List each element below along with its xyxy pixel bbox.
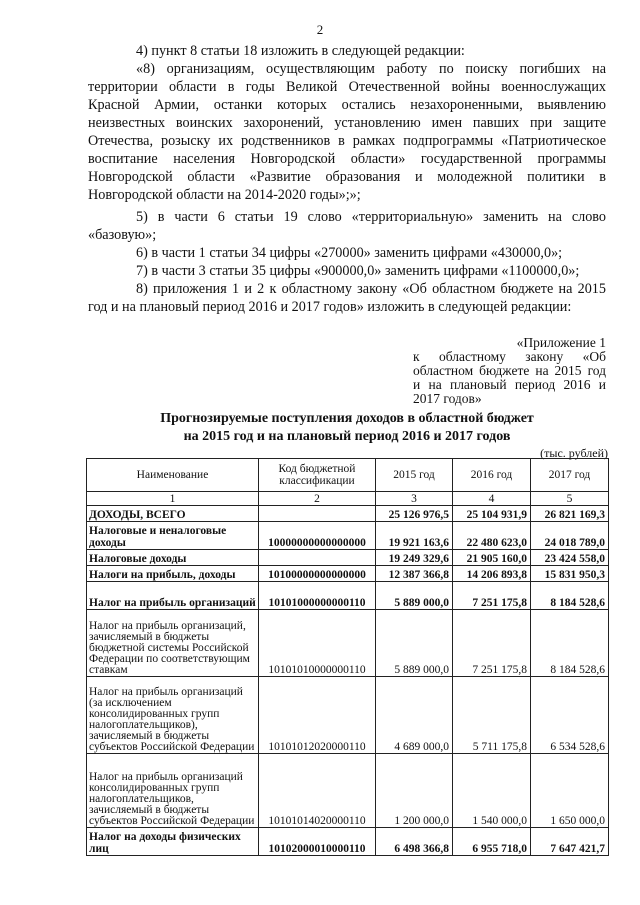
row-2015: 5 889 000,0 <box>376 582 453 610</box>
row-2016: 7 251 175,8 <box>453 582 531 610</box>
row-2015: 5 889 000,0 <box>376 610 453 677</box>
table-row <box>87 582 609 610</box>
row-2016: 1 540 000,0 <box>453 754 531 828</box>
table-title-line2: на 2015 год и на плановый период 2016 и 2017 годов <box>183 429 511 444</box>
row-2015: 1 200 000,0 <box>376 754 453 828</box>
row-code: 10100000000000000 <box>259 566 376 582</box>
row-code <box>259 550 376 566</box>
row-2016: 22 480 623,0 <box>453 522 531 550</box>
row-code: 10102000010000110 <box>259 828 376 856</box>
row-2017: 8 184 528,6 <box>531 610 609 677</box>
row-code: 10101010000000110 <box>259 610 376 677</box>
row-2015: 4 689 000,0 <box>376 677 453 754</box>
row-2017: 15 831 950,3 <box>531 566 609 582</box>
row-name: ДОХОДЫ, ВСЕГО <box>87 506 259 522</box>
revenue-table <box>86 458 609 856</box>
row-name: Налог на прибыль организаций <box>87 582 259 610</box>
item-8-paragraph: 8) приложения 1 и 2 к областному закону «Об областном бюджете на 2015 год и на плановый период 2016 и 2017 годов» изложить в следующей редакции: <box>88 281 606 315</box>
row-2017: 1 650 000,0 <box>531 754 609 828</box>
table-row <box>87 677 609 754</box>
row-name: Налоговые и неналоговые доходы <box>87 522 259 550</box>
row-2017: 24 018 789,0 <box>531 522 609 550</box>
row-code: 10101014020000110 <box>259 754 376 828</box>
col-number: 4 <box>453 492 531 506</box>
units-label: (тыс. рублей) <box>540 446 608 460</box>
row-2017: 6 534 528,6 <box>531 677 609 754</box>
column-number-row <box>87 492 609 506</box>
row-name: Налог на прибыль организаций (за исключением консолидированных групп налогоплательщиков), зачисляемый в бюджеты субъектов Российской Федерации <box>87 677 259 754</box>
item-4-body-paragraph: «8) организациям, осуществляющим работу по поиску погибших на территории области в годы Великой Отечественной войны военнослужащих Красной Армии, останки которых остались незахороненными, выявлению неизвестных воинских захоронений, установлению имен павших при защите Отечества, розыску их родственников в рамках подпрограммы «Патриотическое воспитание населения Новгородской области» государственной программы Новгородской области «Развитие образования и молодежной политики в Новгородской области на 2014-2020 годы»;»; <box>88 61 606 203</box>
appendix-note <box>413 336 606 406</box>
col-number: 2 <box>259 492 376 506</box>
table-row <box>87 828 609 856</box>
row-2016: 7 251 175,8 <box>453 610 531 677</box>
col-number: 1 <box>87 492 259 506</box>
table-row <box>87 506 609 522</box>
row-name: Налог на доходы физических лиц <box>87 828 259 856</box>
row-code: 10101000000000110 <box>259 582 376 610</box>
row-code: 10101012020000110 <box>259 677 376 754</box>
table-row <box>87 566 609 582</box>
header-2017: 2017 год <box>531 459 609 492</box>
item-6-paragraph: 6) в части 1 статьи 34 цифры «270000» заменить цифрами «430000,0»; <box>136 245 563 261</box>
table-row <box>87 522 609 550</box>
row-code <box>259 506 376 522</box>
row-2015: 25 126 976,5 <box>376 506 453 522</box>
row-2017: 26 821 169,3 <box>531 506 609 522</box>
row-2016: 6 955 718,0 <box>453 828 531 856</box>
row-name: Налог на прибыль организаций, зачисляемый в бюджеты бюджетной системы Российской Федерации по соответствующим ставкам <box>87 610 259 677</box>
header-2016: 2016 год <box>453 459 531 492</box>
row-2015: 19 249 329,6 <box>376 550 453 566</box>
appendix-reference: к областному закону «Об областном бюджете на 2015 год и на плановый период 2016 и 2017 годов» <box>413 349 606 406</box>
item-4-paragraph: 4) пункт 8 статьи 18 изложить в следующей редакции: <box>136 43 465 59</box>
row-name: Налоги на прибыль, доходы <box>87 566 259 582</box>
header-name: Наименование <box>87 459 259 492</box>
row-2017: 23 424 558,0 <box>531 550 609 566</box>
col-number: 3 <box>376 492 453 506</box>
row-code: 10000000000000000 <box>259 522 376 550</box>
col-number: 5 <box>531 492 609 506</box>
item-5-paragraph-line2: «базовую»; <box>88 227 157 243</box>
page-number: 2 <box>316 22 324 37</box>
table-title-line1: Прогнозируемые поступления доходов в областной бюджет <box>160 411 534 426</box>
table-row <box>87 754 609 828</box>
header-code: Код бюджетной классификации <box>259 459 376 492</box>
item-7-paragraph: 7) в части 3 статьи 35 цифры «900000,0» заменить цифрами «1100000,0»; <box>136 263 580 279</box>
table-row <box>87 610 609 677</box>
row-2015: 6 498 366,8 <box>376 828 453 856</box>
row-2015: 12 387 366,8 <box>376 566 453 582</box>
row-2017: 7 647 421,7 <box>531 828 609 856</box>
table-row <box>87 550 609 566</box>
appendix-title: «Приложение 1 <box>516 335 606 350</box>
header-2015: 2015 год <box>376 459 453 492</box>
row-name: Налог на прибыль организаций консолидированных групп налогоплательщиков, зачисляемый в бюджеты субъектов Российской Федерации <box>87 754 259 828</box>
row-2016: 14 206 893,8 <box>453 566 531 582</box>
row-2015: 19 921 163,6 <box>376 522 453 550</box>
table-title <box>88 410 606 446</box>
row-name: Налоговые доходы <box>87 550 259 566</box>
item-5-paragraph-line1: 5) в части 6 статьи 19 слово «территориальную» заменить на слово <box>136 209 606 225</box>
row-2017: 8 184 528,6 <box>531 582 609 610</box>
row-2016: 21 905 160,0 <box>453 550 531 566</box>
table-header-row <box>87 459 609 492</box>
row-2016: 25 104 931,9 <box>453 506 531 522</box>
row-2016: 5 711 175,8 <box>453 677 531 754</box>
